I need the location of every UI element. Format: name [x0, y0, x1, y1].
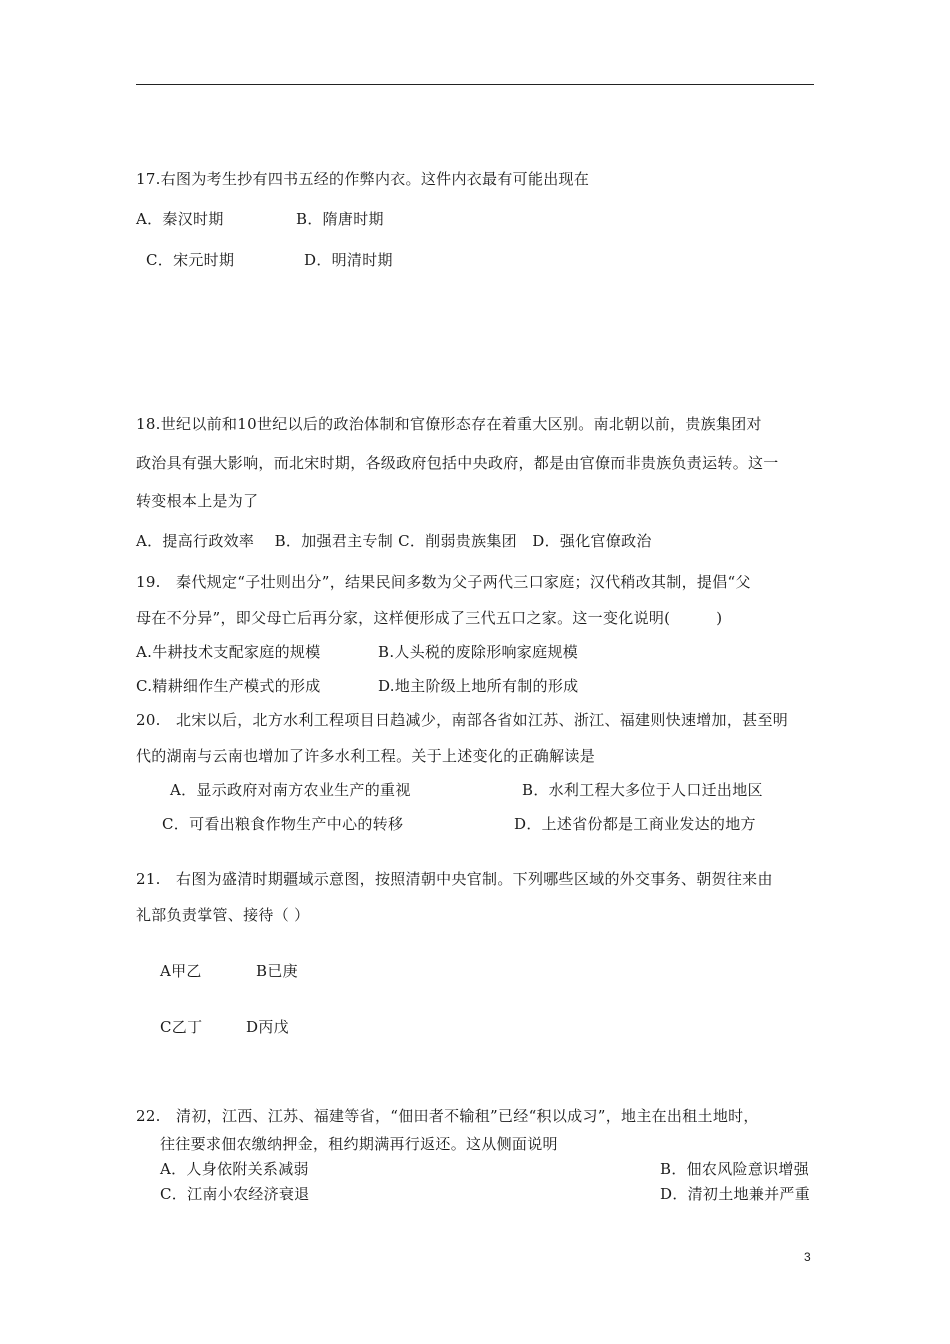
q20-option-d: D．上述省份都是工商业发达的地方: [514, 815, 756, 833]
q22-option-d: D．清初土地兼并严重: [660, 1185, 811, 1203]
q20-stem-line-1: 20. 北宋以后，北方水利工程项目日趋减少，南部各省如江苏、浙江、福建则快速增加，甚至明: [136, 711, 789, 729]
header-rule: [136, 84, 814, 85]
q22-option-b: B．佃农风险意识增强: [660, 1160, 810, 1178]
q20-stem-line-2: 代的湖南与云南也增加了许多水利工程。关于上述变化的正确解读是: [136, 747, 596, 765]
q22-option-a: A．人身依附关系减弱: [160, 1160, 309, 1178]
q21-option-d: D丙戊: [246, 1018, 289, 1036]
q18-stem-line-3: 转变根本上是为了: [136, 492, 259, 510]
q18-options: A．提高行政效率 B．加强君主专制 C．削弱贵族集团 D．强化官僚政治: [136, 532, 652, 550]
q21-option-c: C乙丁: [160, 1018, 203, 1036]
q21-stem-line-1: 21. 右图为盛清时期疆域示意图，按照清朝中央官制。下列哪些区域的外交事务、朝贺往来由: [136, 870, 773, 888]
q19-option-b: B.人头税的废除形响家庭规模: [378, 643, 578, 661]
q21-option-a: A甲乙: [160, 962, 202, 980]
q20-option-b: B．水利工程大多位于人口迁出地区: [522, 781, 763, 799]
q19-option-c: C.精耕细作生产模式的形成: [136, 677, 321, 695]
q19-option-a: A.牛耕技术支配家庭的规模: [136, 643, 321, 661]
q19-stem-line-2: 母在不分异”，即父母亡后再分家，这样便形成了三代五口之家。这一变化说明( ): [136, 609, 723, 627]
q22-option-c: C．江南小农经济衰退: [160, 1185, 310, 1203]
q22-stem-line-2: 往往要求佃农缴纳押金，租约期满再行返还。这从侧面说明: [160, 1135, 558, 1153]
q17-option-c: C．宋元时期: [146, 251, 235, 269]
q20-option-a: A．显示政府对南方农业生产的重视: [170, 781, 411, 799]
q19-stem-line-1: 19. 秦代规定“子壮则出分”，结果民间多数为父子两代三口家庭；汉代稍改其制，提倡“父: [136, 573, 751, 591]
q17-option-b: B．隋唐时期: [296, 210, 384, 228]
q17-option-d: D．明清时期: [304, 251, 393, 269]
q18-stem-line-1: 18.世纪以前和10世纪以后的政治体制和官僚形态存在着重大区别。南北朝以前，贵族集团对: [136, 415, 762, 433]
page-number: 3: [804, 1250, 811, 1264]
q18-stem-line-2: 政治具有强大影响，而北宋时期，各级政府包括中央政府，都是由官僚而非贵族负责运转。这一: [136, 454, 779, 472]
q21-stem-line-2: 礼部负责掌管、接待（ ）: [136, 906, 310, 924]
q21-option-b: B已庚: [256, 962, 298, 980]
q22-stem-line-1: 22. 清初，江西、江苏、福建等省，“佃田者不输租”已经“积以成习”，地主在出租土地时，: [136, 1107, 759, 1125]
q19-option-d: D.地主阶级上地所有制的形成: [378, 677, 579, 695]
q17-option-a: A．秦汉时期: [136, 210, 224, 228]
q20-option-c: C．可看出粮食作物生产中心的转移: [162, 815, 404, 833]
q17-stem: 17.右图为考生抄有四书五经的作弊内衣。这件内衣最有可能出现在: [136, 170, 590, 188]
